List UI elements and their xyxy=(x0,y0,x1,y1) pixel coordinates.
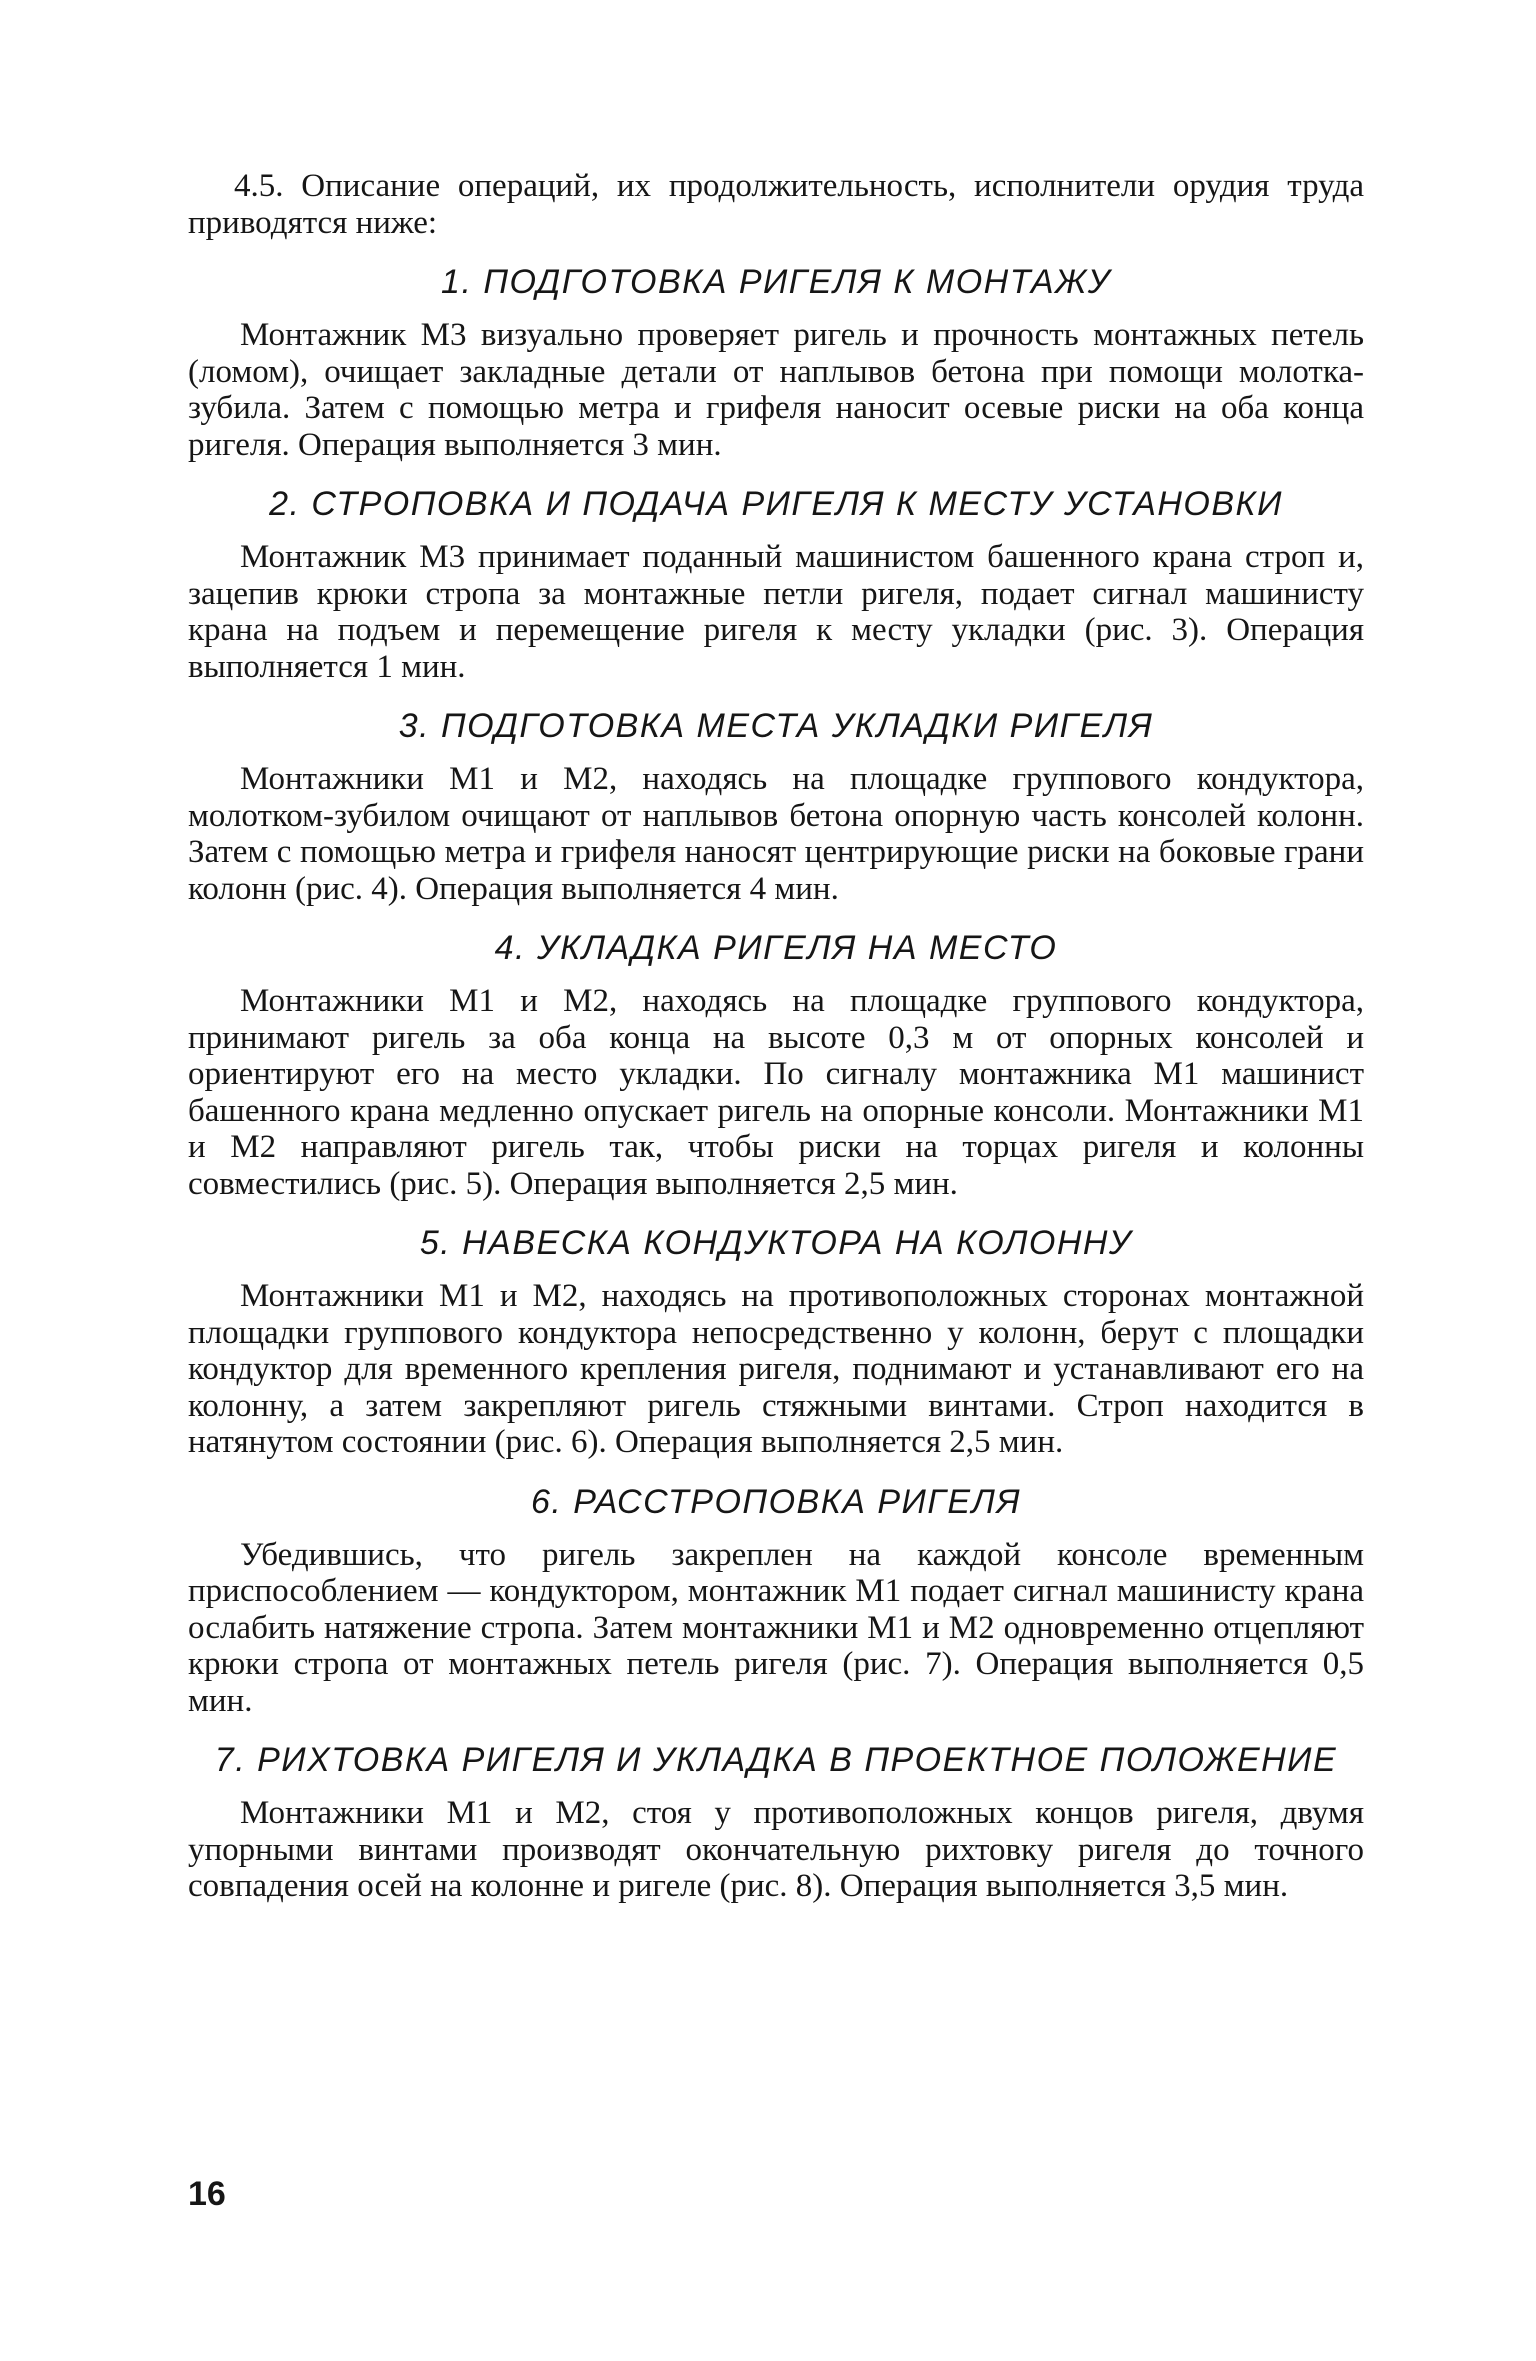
section-paragraph: Монтажники М1 и М2, стоя у противоположных концов ригеля, двумя упорными винтами производят окончательную рихтовку ригеля до точного совпадения осей на колонне и ригеле (рис. 8). Операция выполняется 3,5 мин. xyxy=(188,1795,1364,1904)
section-heading: 7. РИХТОВКА РИГЕЛЯ И УКЛАДКА В ПРОЕКТНОЕ ПОЛОЖЕНИЕ xyxy=(214,1741,1338,1779)
section-paragraph: Монтажники М1 и М2, находясь на противоположных сторонах монтажной площадки группового кондуктора непосредственно у колонн, берут с площадки кондуктор для временного крепления ригеля, поднимают и устанавливают его на колонну, а затем закрепляют ригель стяжными винтами. Строп находится в натянутом состоянии (рис. 6). Операция выполняется 2,5 мин. xyxy=(188,1278,1364,1460)
section-1 xyxy=(188,263,1364,463)
document-page xyxy=(188,168,1364,1927)
page-number: 16 xyxy=(188,2175,226,2213)
section-paragraph: Монтажники М1 и М2, находясь на площадке группового кондуктора, молотком-зубилом очищают от наплывов бетона опорную часть консолей колонн. Затем с помощью метра и грифеля наносят центрирующие риски на боковые грани колонн (рис. 4). Операция выполняется 4 мин. xyxy=(188,761,1364,907)
section-paragraph: Монтажник М3 принимает поданный машинистом башенного крана строп и, зацепив крюки стропа за монтажные петли ригеля, подает сигнал машинисту крана на подъем и перемещение ригеля к месту укладки (рис. 3). Операция выполняется 1 мин. xyxy=(188,539,1364,685)
section-paragraph: Монтажник М3 визуально проверяет ригель и прочность монтажных петель (ломом), очищает закладные детали от наплывов бетона при помощи молотка-зубила. Затем с помощью метра и грифеля наносит осевые риски на оба конца ригеля. Операция выполняется 3 мин. xyxy=(188,317,1364,463)
section-paragraph: Убедившись, что ригель закреплен на каждой консоле временным приспособлением — кондуктором, монтажник М1 подает сигнал машинисту крана ослабить натяжение стропа. Затем монтажники М1 и М2 одновременно отцепляют крюки стропа от монтажных петель ригеля (рис. 7). Операция выполняется 0,5 мин. xyxy=(188,1536,1364,1719)
section-heading: 4. УКЛАДКА РИГЕЛЯ НА МЕСТО xyxy=(494,929,1058,967)
section-heading: 6. РАССТРОПОВКА РИГЕЛЯ xyxy=(530,1482,1022,1521)
section-heading: 2. СТРОПОВКА И ПОДАЧА РИГЕЛЯ К МЕСТУ УСТАНОВКИ xyxy=(269,485,1283,523)
section-heading: 3. ПОДГОТОВКА МЕСТА УКЛАДКИ РИГЕЛЯ xyxy=(398,707,1154,745)
section-heading: 5. НАВЕСКА КОНДУКТОРА НА КОЛОННУ xyxy=(419,1224,1133,1262)
section-3 xyxy=(188,707,1364,907)
section-5 xyxy=(188,1224,1364,1461)
section-paragraph: Монтажники М1 и М2, находясь на площадке группового кондуктора, принимают ригель за оба конца на высоте 0,3 м от опорных консолей и ориентируют его на место укладки. По сигналу монтажника М1 машинист башенного крана медленно опускает ригель на опорные консоли. Монтажники М1 и М2 направляют ригель так, чтобы риски на торцах ригеля и колонны совместились (рис. 5). Операция выполняется 2,5 мин. xyxy=(188,983,1364,1202)
section-7 xyxy=(188,1741,1364,1905)
section-6 xyxy=(188,1483,1364,1720)
section-2 xyxy=(188,485,1364,685)
section-heading: 1. ПОДГОТОВКА РИГЕЛЯ К МОНТАЖУ xyxy=(441,263,1111,301)
section-4 xyxy=(188,929,1364,1202)
intro-paragraph: 4.5. Описание операций, их продолжительность, исполнители орудия труда приводятся ниже: xyxy=(188,168,1364,241)
